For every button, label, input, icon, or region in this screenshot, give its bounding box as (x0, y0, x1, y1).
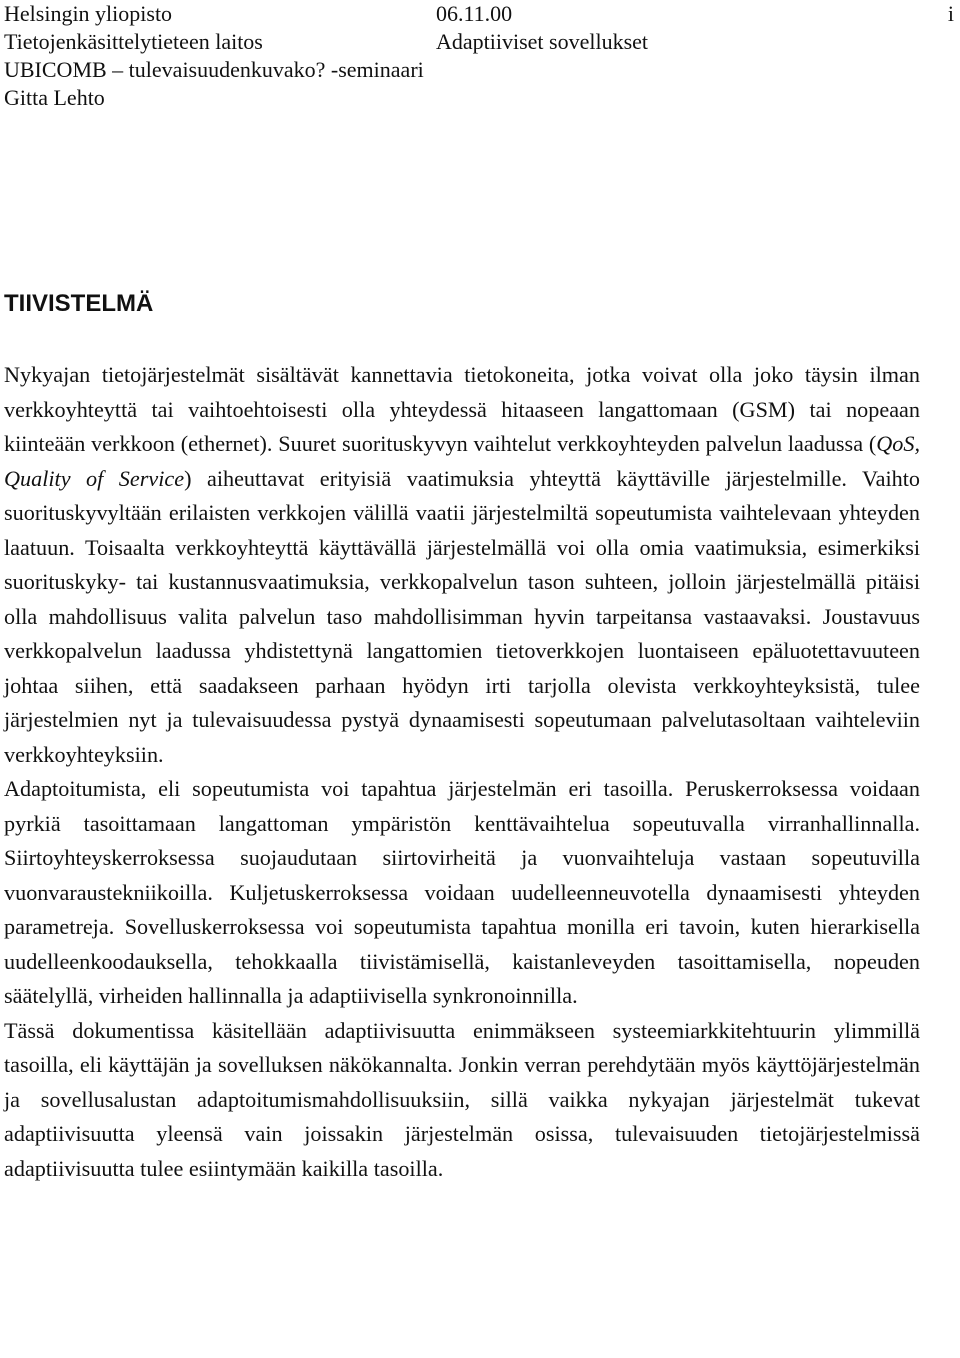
author-name: Gitta Lehto (4, 85, 105, 110)
paragraph-1 (4, 358, 920, 772)
abstract-body (4, 358, 920, 1186)
header-row-4 (4, 84, 956, 112)
department-name: Tietojenkäsittelytieteen laitos (4, 29, 263, 54)
header-row-3 (4, 56, 956, 84)
document-date: 06.11.00 (436, 1, 513, 26)
paragraph-1-text-a: Nykyajan tietojärjestelmät sisältävät kannettavia tietokoneita, jotka voivat olla joko täysin ilman verkkoyhteyttä tai vaihtoehtoisesti olla yhteydessä hitaaseen langattomaan (GSM) tai nopeaan kiinteään verkkoon (ethernet). Suuret suorituskyvyn vaihtelut verkkoyhteyden palvelun laadussa ( (4, 362, 920, 456)
qos-term: QoS, Quality of Service (4, 431, 920, 491)
seminar-name: UBICOMB – tulevaisuudenkuvako? -seminaari (4, 57, 424, 82)
university-name: Helsingin yliopisto (4, 1, 173, 26)
section-heading: TIIVISTELMÄ (4, 290, 154, 317)
header-row-2 (4, 28, 956, 56)
header-row-1 (4, 0, 956, 28)
paragraph-3: Tässä dokumentissa käsitellään adaptiivisuutta enimmäkseen systeemiarkkitehtuurin ylimmillä tasoilla, eli käyttäjän ja sovelluksen näkökannalta. Jonkin verran perehdytään myös käyttöjärjestelmän ja sovellusalustan adaptoitumismahdollisuuksiin, sillä vaikka nykyajan järjestelmät tukevat adaptiivisuutta yleensä vain joissakin järjestelmän osissa, tulevaisuuden tietojärjestelmissä adaptiivisuutta tulee esiintymään kaikilla tasoilla. (4, 1017, 920, 1181)
page-number: i (947, 1, 954, 26)
course-name: Adaptiiviset sovellukset (436, 29, 649, 54)
paragraph-1-text-b: ) aiheuttavat erityisiä vaatimuksia yhteyttä käyttäville järjestelmille. Vaihto suorituskyvyltään erilaisten verkkojen välillä vaatii järjestelmiltä sopeutumista vaihtelevaan yhteyden laatuun. Toisaalta verkkoyhteyttä käyttävällä järjestelmällä voi olla omia vaatimuksia, esimerkiksi suorituskyky- tai kustannusvaatimuksia, verkkopalvelun tason suhteen, jolloin järjestelmällä pitäisi olla mahdollisuus valita palvelun taso mahdollisimman hyvin tarpeitansa vastaavaksi. Joustavuus verkkopalvelun laadussa yhdistettynä langattomien tietoverkkojen luontaiseen epäluotettavuuteen johtaa siihen, että saadakseen parhaan hyödyn irti tarjolla olevista verkkoyhteyksistä, tulee järjestelmien nyt ja tulevaisuudessa pystyä dynaamisesti sopeutumaan palvelutasoltaan vaihteleviin verkkoyhteyksiin. (4, 465, 920, 767)
paragraph-2: Adaptoitumista, eli sopeutumista voi tapahtua järjestelmän eri tasoilla. Peruskerroksessa voidaan pyrkiä tasoittamaan langattoman ympäristön kenttävaihtelua sopeutuvalla virranhallinnalla. Siirtoyhteyskerroksessa suojaudutaan siirtovirheitä ja vuonvaihteluja vastaan sopeutuvilla vuonvaraustekniikoilla. Kuljetuskerroksessa voidaan uudelleenneuvotella dynaamisesti yhteyden parametreja. Sovelluskerroksessa voi sopeutumista tapahtua monilla eri tavoin, kuten hierarkisella uudelleenkoodauksella, tehokkaalla tiivistämisellä, kaistanleveyden tasoittamisella, nopeuden säätelyllä, virheiden hallinnalla ja adaptiivisella synkronoinnilla. (4, 776, 920, 1008)
page-header (4, 0, 956, 112)
